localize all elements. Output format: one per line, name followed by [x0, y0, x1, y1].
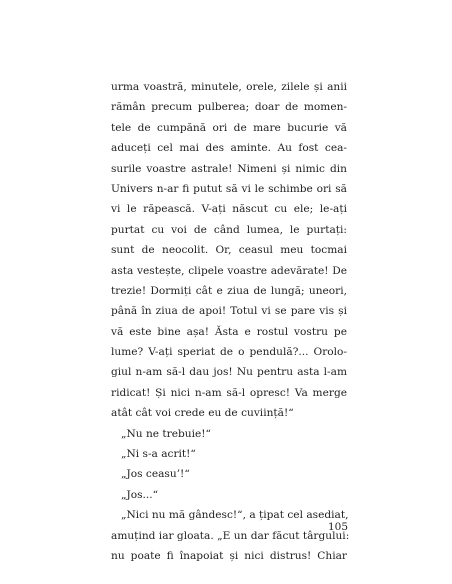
dialogue-line: „Jos ceasu’!“	[121, 468, 190, 481]
dialogue-line: „Nici nu mă gândesc!“, a țipat cel asediat,	[121, 509, 349, 522]
text-line: tele de cumpănă ori de mare bucurie vă	[111, 121, 347, 134]
text-line: giul n-am să-l dau jos! Nu pentru asta l-am	[111, 366, 347, 379]
text-line: surile voastre astrale! Nimeni și nimic din	[111, 162, 347, 175]
text-line: vă este bine așa! Ăsta e rostul vostru pe	[111, 325, 347, 338]
text-line: aduceți cel mai des aminte. Au fost cea-	[111, 142, 347, 155]
text-line: Univers n-ar fi putut să vi le schimbe ori să	[111, 182, 347, 195]
text-line: sunt de neocolit. Or, ceasul meu tocmai	[111, 244, 347, 257]
text-line: ridicat! Și nici n-am să-l opresc! Va merge	[111, 386, 347, 399]
text-line: asta vestește, clipele voastre adevărate! De	[111, 264, 347, 277]
dialogue-line: „Ni s-a acrit!“	[121, 448, 196, 461]
dialogue-line: „Nu ne trebuie!“	[121, 427, 211, 440]
text-line: rămân precum pulberea; doar de momen-	[111, 101, 347, 114]
text-line: urma voastră, minutele, orele, zilele și anii	[111, 81, 347, 93]
text-line: amuțind iar gloata. „E un dar făcut târgului:	[111, 529, 350, 542]
text-line: purtat cu voi de când lumea, le purtați:	[111, 223, 347, 236]
page-body-text	[111, 77, 350, 566]
text-line: până în ziua de apoi! Totul vi se pare vis și	[111, 305, 347, 318]
text-line: vi le răpească. V-ați născut cu ele; le-ați	[111, 203, 347, 216]
text-line: trezie! Dormiți cât e ziua de lungă; uneori,	[111, 284, 347, 297]
text-line: lume? V-ați speriat de o pendulă?... Orolo-	[111, 346, 347, 359]
text-line: atât cât voi crede eu de cuviință!“	[111, 407, 294, 420]
page-number: 105	[327, 521, 348, 533]
dialogue-line: „Jos...“	[121, 488, 159, 501]
text-line: nu poate fi înapoiat și nici distrus! Chiar	[111, 549, 347, 562]
